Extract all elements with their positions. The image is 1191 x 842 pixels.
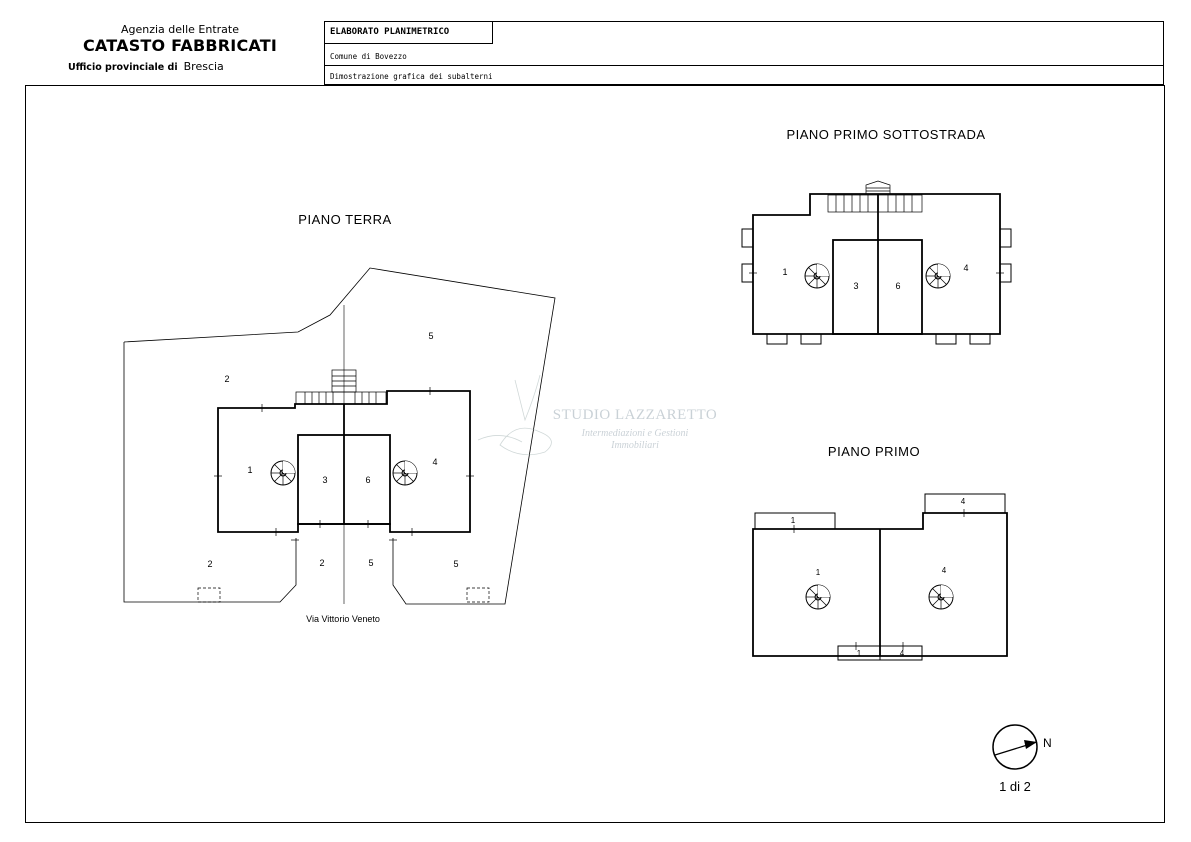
- street-name: Via Vittorio Veneto: [306, 614, 380, 624]
- comune-name: Comune di Bovezzo: [330, 52, 407, 61]
- spiral-stair-icon: [806, 585, 830, 609]
- sub-label: 4: [899, 649, 905, 658]
- provincia-name: Brescia: [183, 60, 224, 73]
- sub-label: 4: [960, 497, 966, 506]
- plan-piano-terra: [124, 212, 555, 624]
- sub-label: 1: [247, 465, 253, 475]
- watermark: [478, 375, 717, 455]
- watermark-line1: Intermediazioni e Gestioni: [581, 428, 689, 439]
- stairs-terra: [296, 370, 386, 404]
- title-piano-primo: PIANO PRIMO: [827, 444, 921, 459]
- sub-label: 6: [895, 281, 901, 291]
- sub-label: 5: [428, 331, 434, 341]
- title-piano-primo-sottostrada: PIANO PRIMO SOTTOSTRADA: [786, 127, 986, 142]
- sub-label: 4: [432, 457, 438, 467]
- north-label: N: [1043, 736, 1052, 750]
- sub-labels-terra: [207, 331, 458, 569]
- tick-marks-primo: [794, 509, 964, 650]
- document-title: ELABORATO PLANIMETRICO: [325, 22, 493, 44]
- spiral-stair-icon: [271, 461, 295, 485]
- gates-terra: [198, 588, 489, 602]
- office-name: CATASTO FABBRICATI: [82, 35, 278, 55]
- balconies-sottostrada: [742, 229, 1011, 344]
- sub-label: 2: [224, 374, 230, 384]
- sub-label: 3: [853, 281, 859, 291]
- plan-piano-primo-sottostrada: [742, 127, 1011, 344]
- watermark-line2: Immobiliari: [611, 440, 659, 451]
- stairs-sottostrada: [828, 181, 922, 212]
- page-indicator: 1 di 2: [999, 779, 1031, 794]
- document-description: Dimostrazione grafica dei subalterni: [330, 72, 493, 81]
- sub-label: 5: [368, 558, 374, 568]
- sub-label: 2: [207, 559, 213, 569]
- watermark-name: STUDIO LAZZARETTO: [552, 407, 718, 423]
- sub-label: 5: [453, 559, 459, 569]
- sub-label: 2: [319, 558, 325, 568]
- spiral-stair-icon: [805, 264, 829, 288]
- sub-label: 4: [963, 263, 969, 273]
- sub-label: 1: [856, 649, 862, 658]
- agency-name: Agenzia delle Entrate: [120, 23, 240, 36]
- sub-label: 1: [815, 568, 821, 577]
- sub-label: 3: [322, 475, 328, 485]
- ufficio-label: Ufficio provinciale di: [68, 62, 178, 73]
- spiral-stair-icon: [929, 585, 953, 609]
- spiral-stair-icon: [393, 461, 417, 485]
- spiral-stair-icon: [926, 264, 950, 288]
- sub-label: 4: [941, 566, 947, 575]
- sub-label: 1: [790, 516, 796, 525]
- compass-rose-icon: [993, 725, 1052, 769]
- sub-labels-primo: [791, 497, 966, 658]
- sub-label: 6: [365, 475, 371, 485]
- plan-piano-primo: [753, 444, 1007, 660]
- title-piano-terra: PIANO TERRA: [298, 212, 392, 227]
- sub-label: 1: [782, 267, 788, 277]
